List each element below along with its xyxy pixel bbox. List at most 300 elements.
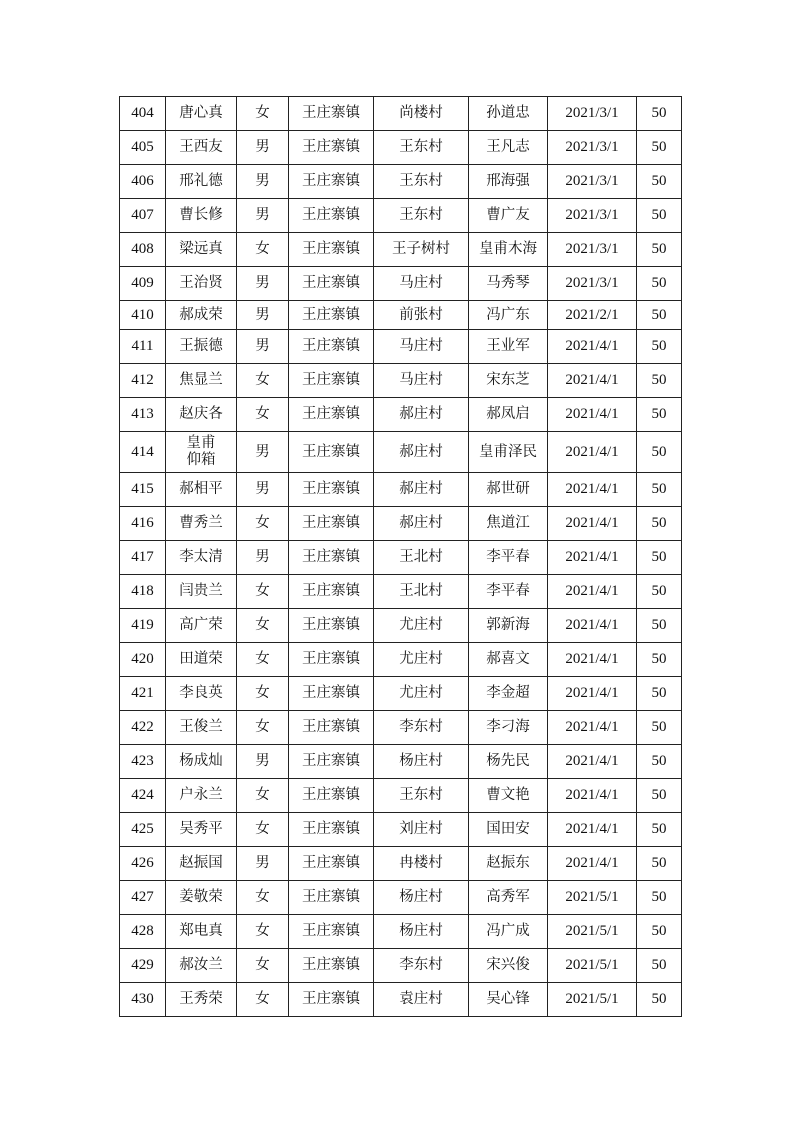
town-name: 王庄寨镇 xyxy=(302,515,360,531)
gender-cell xyxy=(237,983,289,1017)
village-name-cell xyxy=(374,233,469,267)
town-name-cell xyxy=(289,432,374,473)
town-name-cell xyxy=(289,643,374,677)
issue-date: 2021/3/1 xyxy=(565,105,619,121)
gender: 女 xyxy=(255,651,270,667)
person-name: 郝汝兰 xyxy=(179,957,223,973)
town-name: 王庄寨镇 xyxy=(302,617,360,633)
row-number: 430 xyxy=(131,991,154,1007)
village-name-cell xyxy=(374,881,469,915)
table-row xyxy=(120,301,682,330)
village-name: 杨庄村 xyxy=(399,889,443,905)
contact-name: 宋兴俊 xyxy=(486,957,530,973)
table-row xyxy=(120,165,682,199)
person-name-cell xyxy=(166,677,237,711)
contact-name: 郝凤启 xyxy=(486,406,530,422)
table-body xyxy=(120,97,682,1017)
village-name: 前张村 xyxy=(399,306,443,323)
table-row xyxy=(120,915,682,949)
contact-name: 李平春 xyxy=(486,549,530,565)
amount-cell xyxy=(637,301,682,330)
gender-cell xyxy=(237,541,289,575)
row-number-cell xyxy=(120,301,166,330)
amount-cell xyxy=(637,131,682,165)
gender: 男 xyxy=(255,139,270,155)
issue-date: 2021/4/1 xyxy=(565,338,619,354)
gender-cell xyxy=(237,473,289,507)
village-name: 郝庄村 xyxy=(399,406,443,422)
contact-name: 国田安 xyxy=(486,821,530,837)
amount: 50 xyxy=(651,855,667,871)
table-row xyxy=(120,233,682,267)
table-row xyxy=(120,677,682,711)
issue-date-cell xyxy=(548,983,637,1017)
issue-date: 2021/5/1 xyxy=(565,889,619,905)
amount-cell xyxy=(637,609,682,643)
row-number-cell xyxy=(120,813,166,847)
gender-cell xyxy=(237,165,289,199)
gender: 女 xyxy=(255,719,270,735)
town-name: 王庄寨镇 xyxy=(302,923,360,939)
town-name-cell xyxy=(289,677,374,711)
gender: 女 xyxy=(255,923,270,939)
town-name-cell xyxy=(289,745,374,779)
row-number: 414 xyxy=(131,443,154,460)
row-number: 417 xyxy=(131,549,154,565)
contact-name-cell xyxy=(469,165,548,199)
person-name-cell xyxy=(166,267,237,301)
town-name: 王庄寨镇 xyxy=(302,443,360,460)
amount: 50 xyxy=(651,139,667,155)
amount-cell xyxy=(637,267,682,301)
row-number-cell xyxy=(120,881,166,915)
gender: 女 xyxy=(255,787,270,803)
issue-date-cell xyxy=(548,813,637,847)
gender-cell xyxy=(237,847,289,881)
amount: 50 xyxy=(651,338,667,354)
contact-name-cell xyxy=(469,233,548,267)
amount-cell xyxy=(637,541,682,575)
contact-name-cell xyxy=(469,779,548,813)
village-name: 王东村 xyxy=(399,787,443,803)
gender-cell xyxy=(237,711,289,745)
person-name-cell xyxy=(166,813,237,847)
row-number-cell xyxy=(120,609,166,643)
row-number: 411 xyxy=(131,338,154,354)
person-name-cell xyxy=(166,575,237,609)
row-number: 416 xyxy=(131,515,154,531)
gender: 女 xyxy=(255,406,270,422)
table-row xyxy=(120,847,682,881)
village-name-cell xyxy=(374,949,469,983)
issue-date: 2021/4/1 xyxy=(565,651,619,667)
person-name: 皇甫仰箱 xyxy=(186,435,216,468)
issue-date: 2021/4/1 xyxy=(565,443,619,460)
person-name-cell xyxy=(166,301,237,330)
person-name: 户永兰 xyxy=(179,787,223,803)
table-row xyxy=(120,330,682,364)
village-name-cell xyxy=(374,711,469,745)
town-name: 王庄寨镇 xyxy=(302,207,360,223)
issue-date-cell xyxy=(548,473,637,507)
person-name-cell xyxy=(166,609,237,643)
town-name: 王庄寨镇 xyxy=(302,481,360,497)
issue-date: 2021/4/1 xyxy=(565,753,619,769)
gender: 女 xyxy=(255,105,270,121)
issue-date: 2021/3/1 xyxy=(565,241,619,257)
row-number: 425 xyxy=(131,821,154,837)
row-number: 428 xyxy=(131,923,154,939)
issue-date: 2021/4/1 xyxy=(565,406,619,422)
gender-cell xyxy=(237,432,289,473)
town-name-cell xyxy=(289,983,374,1017)
person-name-cell xyxy=(166,643,237,677)
gender: 男 xyxy=(255,443,270,460)
row-number: 409 xyxy=(131,275,154,291)
amount-cell xyxy=(637,575,682,609)
row-number: 407 xyxy=(131,207,154,223)
town-name-cell xyxy=(289,609,374,643)
person-name: 李太清 xyxy=(179,549,223,565)
gender: 女 xyxy=(255,241,270,257)
town-name: 王庄寨镇 xyxy=(302,173,360,189)
row-number-cell xyxy=(120,398,166,432)
table-row xyxy=(120,949,682,983)
amount: 50 xyxy=(651,549,667,565)
row-number-cell xyxy=(120,233,166,267)
table-row xyxy=(120,609,682,643)
contact-name-cell xyxy=(469,813,548,847)
gender-cell xyxy=(237,398,289,432)
issue-date-cell xyxy=(548,199,637,233)
town-name-cell xyxy=(289,949,374,983)
person-name-cell xyxy=(166,711,237,745)
contact-name-cell xyxy=(469,131,548,165)
gender-cell xyxy=(237,881,289,915)
gender: 女 xyxy=(255,372,270,388)
town-name-cell xyxy=(289,301,374,330)
gender: 男 xyxy=(255,753,270,769)
row-number-cell xyxy=(120,473,166,507)
row-number: 406 xyxy=(131,173,154,189)
contact-name: 郝喜文 xyxy=(486,651,530,667)
row-number: 404 xyxy=(131,105,154,121)
issue-date-cell xyxy=(548,432,637,473)
issue-date: 2021/4/1 xyxy=(565,372,619,388)
village-name-cell xyxy=(374,131,469,165)
town-name: 王庄寨镇 xyxy=(302,372,360,388)
person-name-cell xyxy=(166,949,237,983)
amount-cell xyxy=(637,643,682,677)
person-name-cell xyxy=(166,983,237,1017)
village-name-cell xyxy=(374,541,469,575)
issue-date-cell xyxy=(548,575,637,609)
gender-cell xyxy=(237,745,289,779)
gender-cell xyxy=(237,575,289,609)
town-name-cell xyxy=(289,813,374,847)
issue-date-cell xyxy=(548,131,637,165)
amount-cell xyxy=(637,165,682,199)
village-name-cell xyxy=(374,779,469,813)
town-name-cell xyxy=(289,847,374,881)
issue-date-cell xyxy=(548,847,637,881)
person-name-cell xyxy=(166,915,237,949)
contact-name: 孙道忠 xyxy=(486,105,530,121)
issue-date-cell xyxy=(548,165,637,199)
row-number: 421 xyxy=(131,685,154,701)
town-name: 王庄寨镇 xyxy=(302,338,360,354)
contact-name-cell xyxy=(469,267,548,301)
gender: 男 xyxy=(255,338,270,354)
person-name: 梁远真 xyxy=(179,241,223,257)
issue-date: 2021/4/1 xyxy=(565,787,619,803)
table-row xyxy=(120,575,682,609)
gender-cell xyxy=(237,609,289,643)
gender-cell xyxy=(237,364,289,398)
town-name: 王庄寨镇 xyxy=(302,957,360,973)
gender: 女 xyxy=(255,685,270,701)
town-name: 王庄寨镇 xyxy=(302,651,360,667)
row-number-cell xyxy=(120,575,166,609)
contact-name-cell xyxy=(469,301,548,330)
town-name-cell xyxy=(289,330,374,364)
person-name-cell xyxy=(166,779,237,813)
village-name: 王东村 xyxy=(399,207,443,223)
contact-name-cell xyxy=(469,541,548,575)
gender-cell xyxy=(237,779,289,813)
row-number: 418 xyxy=(131,583,154,599)
table-row xyxy=(120,507,682,541)
amount: 50 xyxy=(651,889,667,905)
amount: 50 xyxy=(651,957,667,973)
contact-name-cell xyxy=(469,643,548,677)
row-number: 412 xyxy=(131,372,154,388)
amount-cell xyxy=(637,432,682,473)
issue-date-cell xyxy=(548,541,637,575)
amount-cell xyxy=(637,881,682,915)
table-row xyxy=(120,643,682,677)
contact-name: 宋东芝 xyxy=(486,372,530,388)
table-row xyxy=(120,881,682,915)
gender-cell xyxy=(237,813,289,847)
row-number: 427 xyxy=(131,889,154,905)
row-number-cell xyxy=(120,643,166,677)
person-name-cell xyxy=(166,541,237,575)
town-name-cell xyxy=(289,779,374,813)
town-name-cell xyxy=(289,97,374,131)
gender-cell xyxy=(237,507,289,541)
contact-name-cell xyxy=(469,711,548,745)
person-name: 曹长修 xyxy=(179,207,223,223)
amount-cell xyxy=(637,779,682,813)
amount-cell xyxy=(637,233,682,267)
contact-name: 皇甫泽民 xyxy=(479,443,537,460)
person-name: 赵振国 xyxy=(179,855,223,871)
table-row xyxy=(120,983,682,1017)
amount: 50 xyxy=(651,515,667,531)
town-name-cell xyxy=(289,199,374,233)
contact-name: 焦道江 xyxy=(486,515,530,531)
table-row xyxy=(120,97,682,131)
amount-cell xyxy=(637,983,682,1017)
village-name-cell xyxy=(374,301,469,330)
village-name-cell xyxy=(374,677,469,711)
table-row xyxy=(120,267,682,301)
issue-date: 2021/2/1 xyxy=(565,306,619,323)
issue-date-cell xyxy=(548,949,637,983)
contact-name-cell xyxy=(469,364,548,398)
town-name: 王庄寨镇 xyxy=(302,685,360,701)
gender: 男 xyxy=(255,207,270,223)
person-name: 唐心真 xyxy=(179,105,223,121)
amount-cell xyxy=(637,199,682,233)
issue-date: 2021/3/1 xyxy=(565,173,619,189)
table-row xyxy=(120,398,682,432)
person-name: 王治贤 xyxy=(179,275,223,291)
issue-date: 2021/4/1 xyxy=(565,821,619,837)
gender-cell xyxy=(237,915,289,949)
village-name: 尤庄村 xyxy=(399,651,443,667)
village-name: 马庄村 xyxy=(399,338,443,354)
contact-name: 郭新海 xyxy=(486,617,530,633)
amount: 50 xyxy=(651,306,667,323)
amount: 50 xyxy=(651,991,667,1007)
person-name-cell xyxy=(166,745,237,779)
contact-name: 冯广东 xyxy=(486,306,530,323)
village-name-cell xyxy=(374,199,469,233)
row-number-cell xyxy=(120,165,166,199)
issue-date: 2021/4/1 xyxy=(565,685,619,701)
person-name-cell xyxy=(166,330,237,364)
village-name: 尚楼村 xyxy=(399,105,443,121)
town-name-cell xyxy=(289,473,374,507)
town-name: 王庄寨镇 xyxy=(302,821,360,837)
row-number-cell xyxy=(120,847,166,881)
issue-date: 2021/3/1 xyxy=(565,275,619,291)
village-name: 王子树村 xyxy=(392,241,450,257)
person-name: 焦显兰 xyxy=(179,372,223,388)
person-name: 郝相平 xyxy=(179,481,223,497)
village-name: 刘庄村 xyxy=(399,821,443,837)
village-name-cell xyxy=(374,813,469,847)
table-row xyxy=(120,364,682,398)
village-name: 郝庄村 xyxy=(399,443,443,460)
row-number: 405 xyxy=(131,139,154,155)
contact-name: 曹文艳 xyxy=(486,787,530,803)
village-name-cell xyxy=(374,432,469,473)
person-name-cell xyxy=(166,97,237,131)
row-number: 423 xyxy=(131,753,154,769)
amount-cell xyxy=(637,398,682,432)
issue-date-cell xyxy=(548,364,637,398)
town-name: 王庄寨镇 xyxy=(302,991,360,1007)
amount: 50 xyxy=(651,719,667,735)
person-name-cell xyxy=(166,364,237,398)
town-name: 王庄寨镇 xyxy=(302,889,360,905)
person-name-cell xyxy=(166,131,237,165)
gender: 男 xyxy=(255,173,270,189)
row-number-cell xyxy=(120,267,166,301)
contact-name-cell xyxy=(469,398,548,432)
town-name-cell xyxy=(289,541,374,575)
town-name: 王庄寨镇 xyxy=(302,549,360,565)
village-name: 袁庄村 xyxy=(399,991,443,1007)
amount: 50 xyxy=(651,617,667,633)
village-name: 尤庄村 xyxy=(399,685,443,701)
contact-name: 杨先民 xyxy=(486,753,530,769)
town-name: 王庄寨镇 xyxy=(302,753,360,769)
issue-date-cell xyxy=(548,745,637,779)
beneficiary-table xyxy=(119,96,682,1017)
village-name: 马庄村 xyxy=(399,372,443,388)
table-row xyxy=(120,813,682,847)
town-name: 王庄寨镇 xyxy=(302,275,360,291)
amount: 50 xyxy=(651,372,667,388)
contact-name: 李平春 xyxy=(486,583,530,599)
contact-name: 王业军 xyxy=(486,338,530,354)
row-number: 426 xyxy=(131,855,154,871)
amount: 50 xyxy=(651,406,667,422)
person-name: 曹秀兰 xyxy=(179,515,223,531)
gender: 男 xyxy=(255,549,270,565)
town-name: 王庄寨镇 xyxy=(302,406,360,422)
issue-date-cell xyxy=(548,881,637,915)
issue-date-cell xyxy=(548,677,637,711)
person-name: 赵庆各 xyxy=(179,406,223,422)
person-name: 王秀荣 xyxy=(179,991,223,1007)
contact-name-cell xyxy=(469,745,548,779)
issue-date: 2021/4/1 xyxy=(565,583,619,599)
contact-name-cell xyxy=(469,507,548,541)
village-name-cell xyxy=(374,915,469,949)
person-name-cell xyxy=(166,398,237,432)
contact-name-cell xyxy=(469,915,548,949)
issue-date: 2021/4/1 xyxy=(565,515,619,531)
table-row xyxy=(120,432,682,473)
person-name: 郝成荣 xyxy=(179,306,223,323)
amount: 50 xyxy=(651,207,667,223)
issue-date: 2021/3/1 xyxy=(565,207,619,223)
row-number-cell xyxy=(120,949,166,983)
amount: 50 xyxy=(651,821,667,837)
village-name-cell xyxy=(374,847,469,881)
issue-date: 2021/5/1 xyxy=(565,923,619,939)
person-name-cell xyxy=(166,507,237,541)
contact-name-cell xyxy=(469,949,548,983)
person-name-cell xyxy=(166,165,237,199)
amount: 50 xyxy=(651,173,667,189)
amount-cell xyxy=(637,813,682,847)
village-name: 尤庄村 xyxy=(399,617,443,633)
contact-name-cell xyxy=(469,97,548,131)
row-number: 424 xyxy=(131,787,154,803)
person-name: 田道荣 xyxy=(179,651,223,667)
contact-name: 曹广友 xyxy=(486,207,530,223)
town-name: 王庄寨镇 xyxy=(302,787,360,803)
village-name-cell xyxy=(374,165,469,199)
amount-cell xyxy=(637,711,682,745)
village-name: 冉楼村 xyxy=(399,855,443,871)
issue-date-cell xyxy=(548,398,637,432)
table-row xyxy=(120,779,682,813)
town-name-cell xyxy=(289,131,374,165)
town-name-cell xyxy=(289,267,374,301)
row-number-cell xyxy=(120,915,166,949)
issue-date: 2021/3/1 xyxy=(565,139,619,155)
village-name-cell xyxy=(374,473,469,507)
town-name-cell xyxy=(289,398,374,432)
gender: 女 xyxy=(255,617,270,633)
